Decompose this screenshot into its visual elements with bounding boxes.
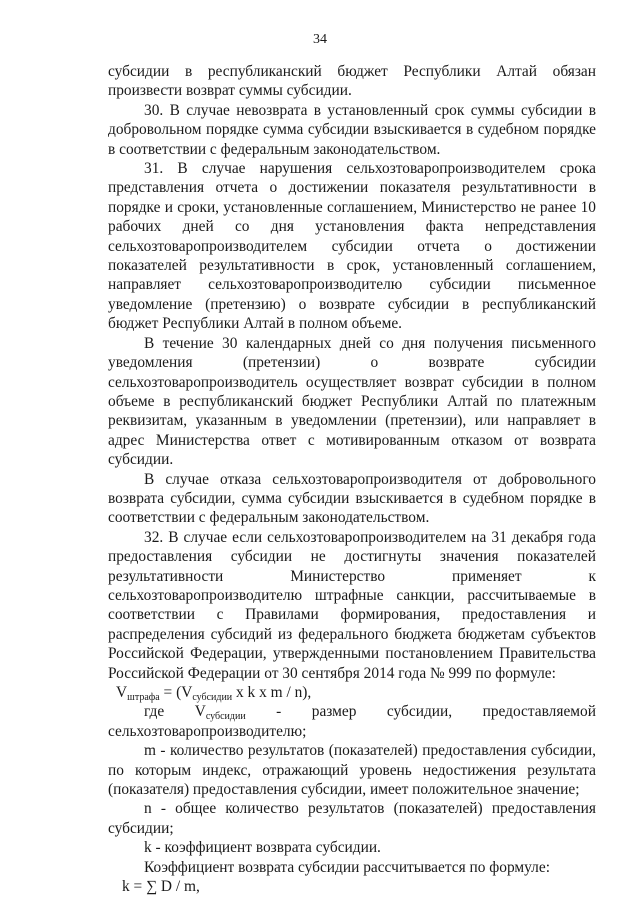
paragraph-continuation: субсидии в республиканский бюджет Республики Алтай обязан произвести возврат суммы субсидии. [108,63,596,100]
document-body [108,62,596,896]
definition-m: m - количество результатов (показателей) предоставления субсидии, по которым индекс, отражающий уровень недостижения результата (показателя) предоставления субсидии, имеет положительное значение; [108,742,596,799]
definition-n: n - общее количество результатов (показателей) предоставления субсидии; [108,800,596,837]
paragraph-31-refusal: В случае отказа сельхозтоваропроизводителя от добровольного возврата субсидии, сумма субсидии взыскивается в судебном порядке в соответствии с федеральным законодательством. [108,470,596,527]
coefficient-intro: Коэффициент возврата субсидии рассчитывается по формуле: [144,858,550,876]
paragraph-31: 31. В случае нарушения сельхозтоваропроизводителем срока представления отчета о достижении показателя результативности в порядке и сроки, установленные соглашением, Министерство не ранее 10 рабочих дней со дня установления факта непредставления сельхозтоваропроизводителем субсидии отчета о достижении показателей результативности в срок, установленный соглашением, направляет сельхозтоваропроизводителю субсидии письменное уведомление (претензию) о возврате субсидии в республиканский бюджет Республики Алтай в полном объеме. [108,160,596,333]
where-continuation: сельхозтоваропроизводителю; [108,722,307,740]
page-number: 34 [313,32,327,47]
paragraph-31-term: В течение 30 календарных дней со дня получения письменного уведомления (претензии) о возврате субсидии сельхозтоваропроизводитель осуществляет возврат субсидии в полном объеме в республиканский бюджет Республики Алтай по платежным реквизитам, указанным в уведомлении (претензии), или направляет в адрес Министерства ответ с мотивированным отказом от возврата субсидии. [108,334,596,469]
where-line: где $V_{субсидии}$ - размер субсидии, предоставляемой [144,703,596,723]
paragraph-32: 32. В случае если сельхозтоваропроизводителем на 31 декабря года предоставления субсидии не достигнуты значения показателей результативности Министерство применяет к сельхозтоваропроизводителю штрафные санкции, рассчитываемые в соответствии с Правилами формирования, предоставления и распределения субсидий из федерального бюджета бюджетам субъектов Российской Федерации, утвержденными постановлением Правительства Российской Федерации от 30 сентября 2014 года № 999 по формуле: [108,528,596,682]
penalty-formula: $V_{штрафа} = (V_{субсидии}$ x k x m / n), [116,684,312,703]
definition-k: k - коэффициент возврата субсидии. [144,839,381,857]
paragraph-30: 30. В случае невозврата в установленный срок суммы субсидии в добровольном порядке сумма субсидии взыскивается в судебном порядке в соответствии с федеральным законодательством. [108,101,596,158]
coefficient-formula: k = ∑ D / m, [122,878,200,896]
